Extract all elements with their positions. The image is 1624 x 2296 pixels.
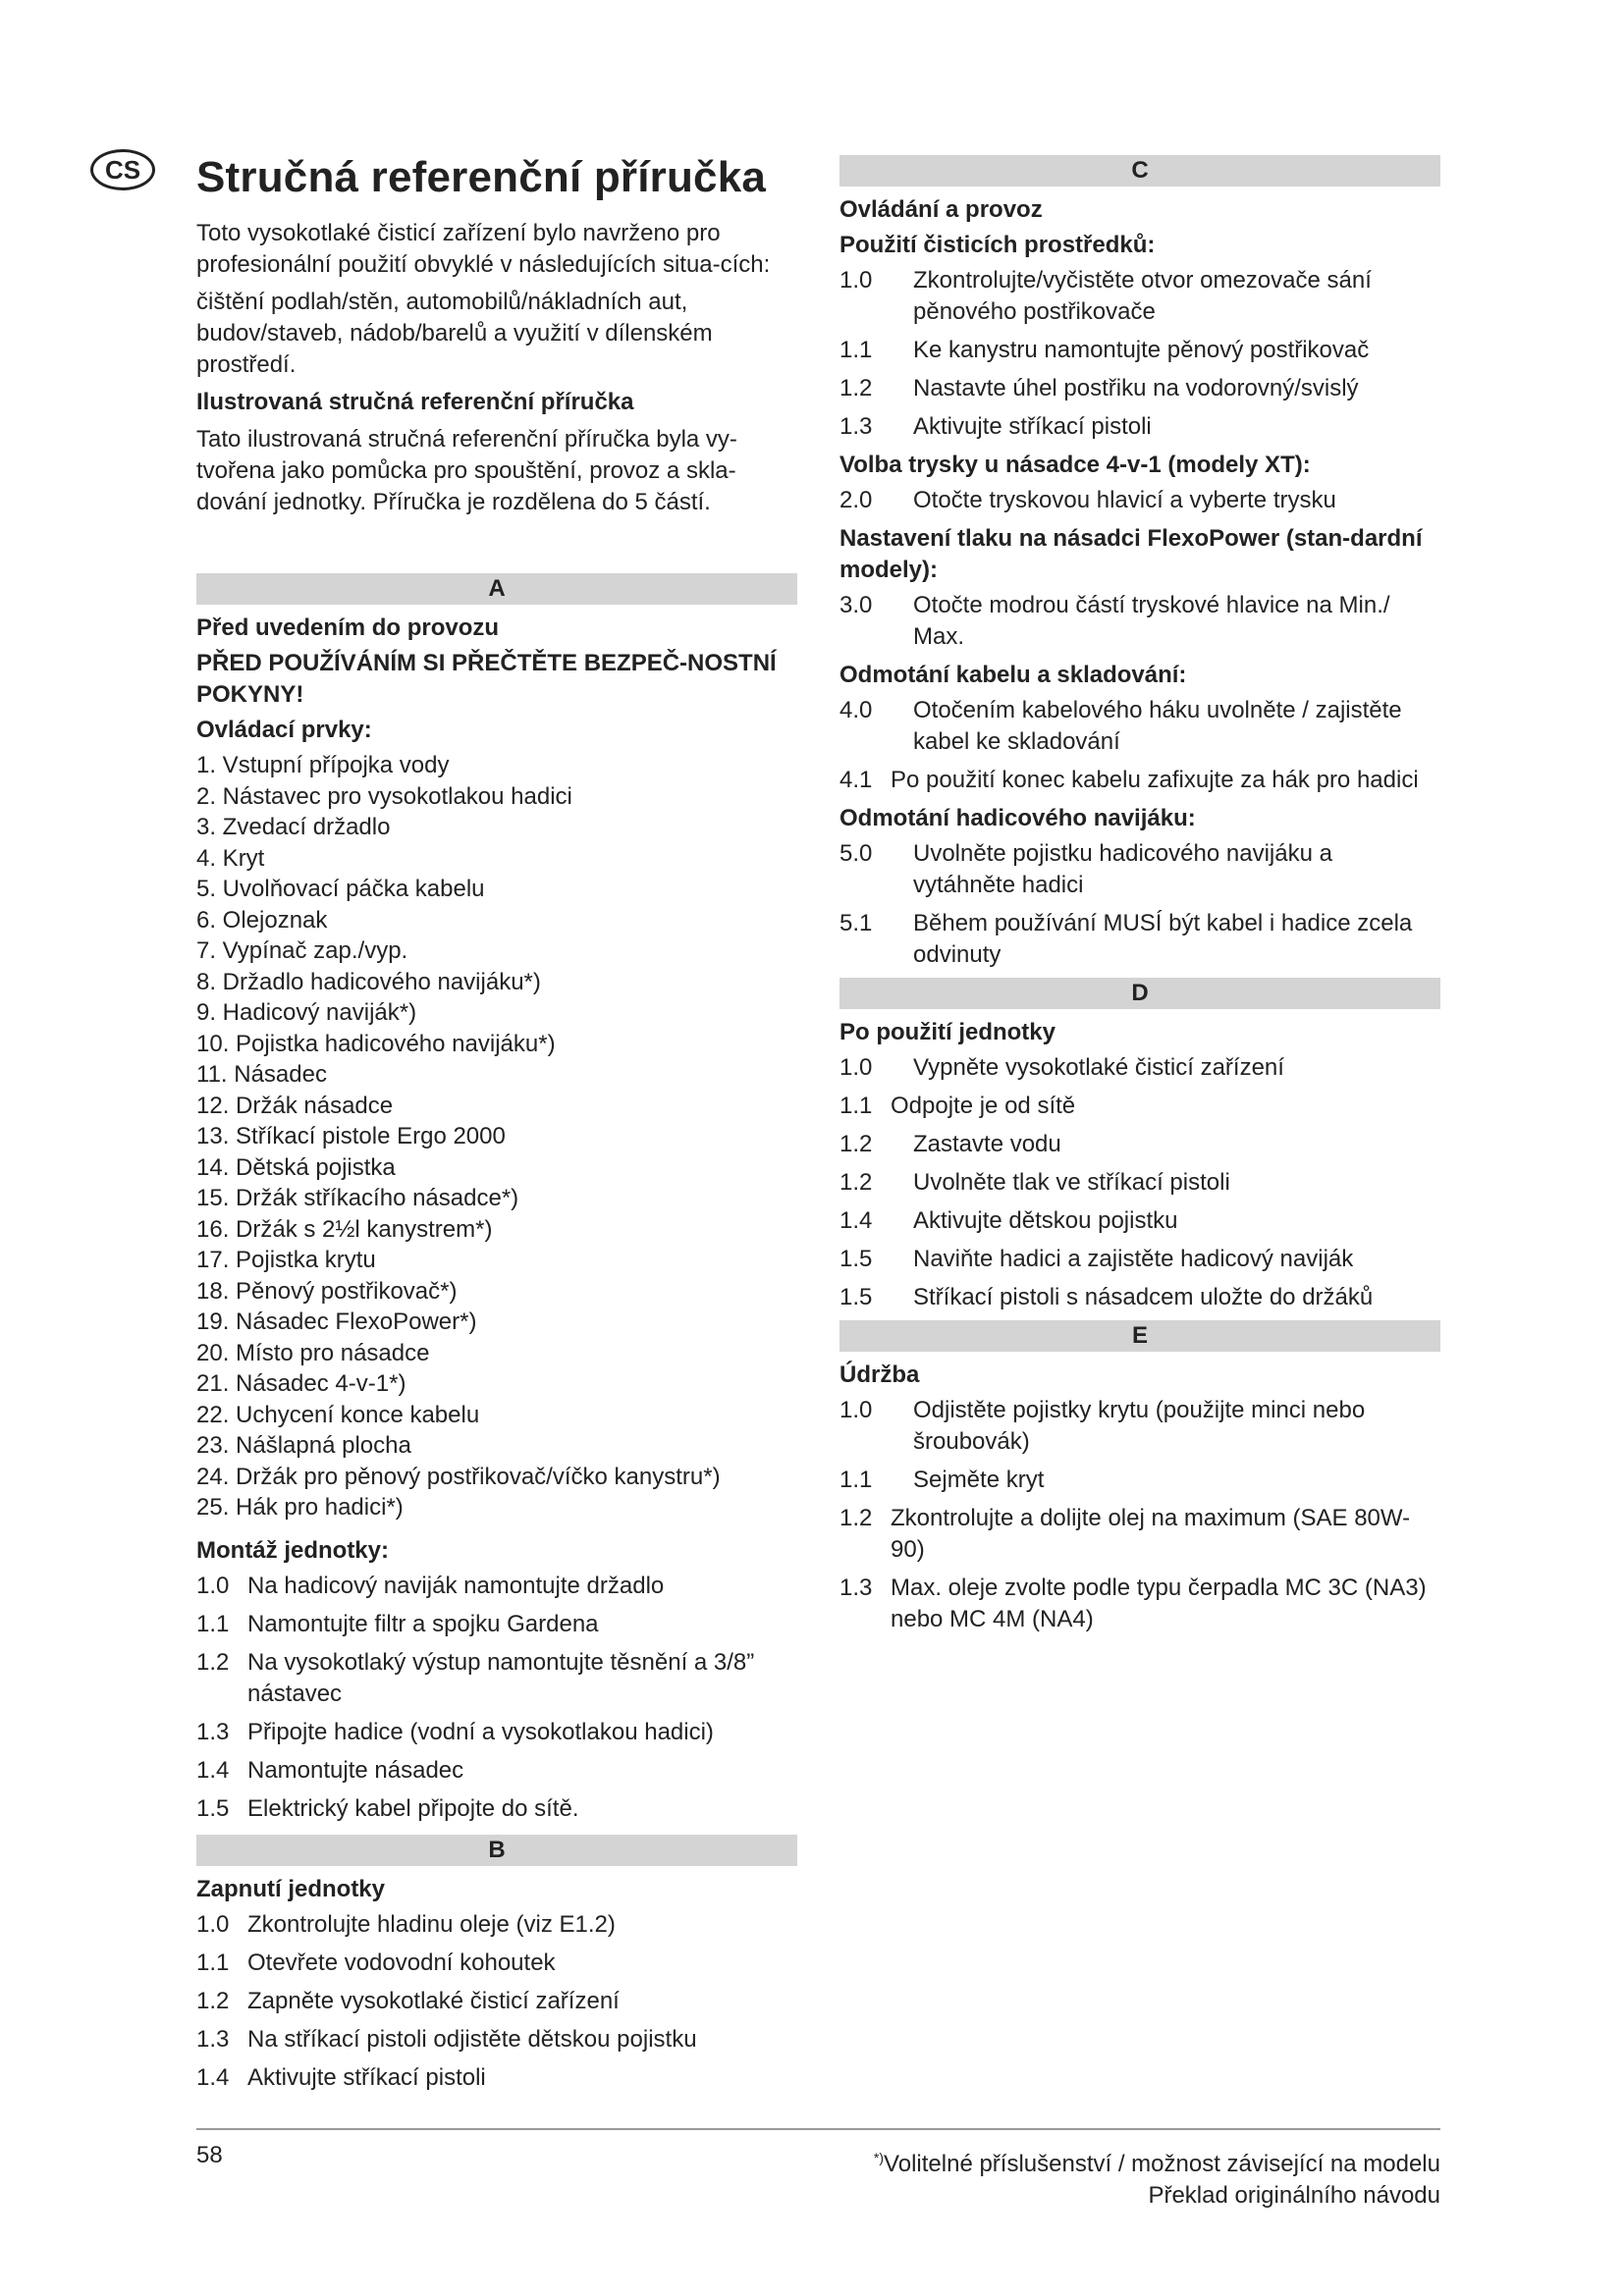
list-item: 23. Nášlapná plocha — [196, 1432, 411, 1459]
step-item — [839, 838, 1440, 901]
after-use-steps — [839, 1052, 1440, 1313]
assembly-steps — [196, 1571, 797, 1825]
list-item: 5. Uvolňovací páčka kabelu — [196, 876, 485, 902]
step-number: 1.1 — [839, 1093, 873, 1119]
step-text: Během používání MUSÍ být kabel i hadice zcela odvinuty — [913, 910, 1413, 968]
step-item — [196, 1948, 797, 1979]
translation-note: Překlad originálního návodu — [1148, 2182, 1440, 2209]
step-number: 1.5 — [839, 1246, 873, 1272]
step-text: Aktivujte dětskou pojistku — [913, 1207, 1178, 1234]
list-item: 15. Držák stříkacího násadce*) — [196, 1185, 519, 1211]
step-text: Na hadicový naviják namontujte držadlo — [247, 1572, 665, 1599]
step-number: 1.2 — [839, 375, 873, 401]
step-item — [839, 908, 1440, 971]
step-item — [839, 373, 1440, 404]
parts-list — [196, 750, 797, 1523]
step-item — [839, 485, 1440, 516]
step-number: 1.4 — [196, 1756, 230, 1784]
step-number: 1.3 — [839, 1575, 873, 1601]
step-text: Na vysokotlaký výstup namontujte těsnění a 3/8” nástavec — [247, 1648, 755, 1707]
step-text: Max. oleje zvolte podle typu čerpadla MC 3C (NA3) nebo MC 4M (NA4) — [891, 1575, 1427, 1632]
step-number: 1.3 — [196, 1718, 230, 1745]
step-text: Zastavte vodu — [913, 1131, 1061, 1157]
step-number: 1.3 — [839, 413, 873, 440]
step-text: Po použití konec kabelu zafixujte za hák pro hadici — [891, 767, 1419, 793]
detergent-heading: Použití čisticích prostředků: — [839, 232, 1156, 258]
step-item — [839, 1282, 1440, 1313]
section-c-band: C — [839, 155, 1440, 187]
step-number: 1.0 — [196, 1572, 230, 1599]
nozzle-steps — [839, 485, 1440, 516]
step-text: Otočte modrou částí tryskové hlavice na Min./ Max. — [913, 592, 1390, 650]
step-item — [839, 1167, 1440, 1199]
nozzle-heading: Volba trysky u násadce 4-v-1 (modely XT): — [839, 452, 1311, 478]
step-number: 1.0 — [839, 1054, 873, 1081]
step-number: 1.5 — [196, 1794, 230, 1822]
reel-heading: Odmotání hadicového navijáku: — [839, 805, 1196, 831]
step-number: 1.2 — [839, 1169, 873, 1196]
step-text: Připojte hadice (vodní a vysokotlakou hadici) — [247, 1718, 714, 1745]
section-b-band: B — [196, 1835, 797, 1866]
step-text: Vypněte vysokotlaké čisticí zařízení — [913, 1054, 1284, 1081]
startup-steps — [196, 1909, 797, 2094]
section-d-heading: Po použití jednotky — [839, 1019, 1056, 1045]
step-item — [196, 1571, 797, 1602]
step-item — [196, 1647, 797, 1710]
step-text: Zkontrolujte/vyčistěte otvor omezovače sání pěnového postřikovače — [913, 267, 1372, 325]
maintenance-steps — [839, 1395, 1440, 1635]
assembly-heading: Montáž jednotky: — [196, 1536, 389, 1564]
step-item — [196, 1986, 797, 2017]
step-item — [839, 1129, 1440, 1160]
step-number: 1.1 — [839, 337, 873, 363]
step-text: Sejměte kryt — [913, 1467, 1045, 1493]
step-item — [839, 695, 1440, 758]
step-item — [196, 1793, 797, 1825]
step-item — [839, 1395, 1440, 1458]
list-item: 4. Kryt — [196, 844, 265, 872]
step-number: 1.1 — [839, 1467, 873, 1493]
list-item: 6. Olejoznak — [196, 906, 328, 934]
step-number: 1.2 — [196, 1987, 230, 2014]
list-item: 24. Držák pro pěnový postřikovač/víčko kanystru*) — [196, 1463, 721, 1490]
cable-heading: Odmotání kabelu a skladování: — [839, 662, 1187, 688]
list-item: 2. Nástavec pro vysokotlakou hadici — [196, 782, 572, 810]
list-item: 7. Vypínač zap./vyp. — [196, 937, 408, 964]
language-badge: CS — [90, 149, 155, 190]
step-text: Ke kanystru namontujte pěnový postřikovač — [913, 337, 1370, 363]
step-item — [839, 765, 1440, 796]
step-item — [839, 1091, 1440, 1122]
list-item: 22. Uchycení konce kabelu — [196, 1401, 480, 1428]
step-item — [196, 2024, 797, 2056]
step-number: 4.0 — [839, 697, 873, 723]
footnote — [874, 2142, 1440, 2212]
step-number: 1.5 — [839, 1284, 873, 1310]
step-number: 1.2 — [196, 1648, 230, 1676]
footnote-optional: Volitelné příslušenství / možnost závisející na modelu — [884, 2151, 1440, 2177]
step-text: Zapněte vysokotlaké čisticí zařízení — [247, 1987, 620, 2014]
list-item: 3. Zvedací držadlo — [196, 814, 391, 840]
list-item: 10. Pojistka hadicového navijáku*) — [196, 1030, 556, 1057]
list-item: 18. Pěnový postřikovač*) — [196, 1277, 458, 1305]
step-item — [196, 1909, 797, 1941]
step-number: 5.1 — [839, 910, 873, 936]
section-a-band: A — [196, 573, 797, 605]
step-number: 1.0 — [196, 1910, 230, 1938]
section-c-heading: Ovládání a provoz — [839, 196, 1043, 223]
section-e-heading: Údržba — [839, 1362, 920, 1388]
step-text: Stříkací pistoli s násadcem uložte do držáků — [913, 1284, 1374, 1310]
list-item: 9. Hadicový naviják*) — [196, 999, 417, 1026]
step-text: Namontujte filtr a spojku Gardena — [247, 1610, 599, 1637]
section-a-heading: Před uvedením do provozu — [196, 614, 500, 641]
step-item — [196, 1755, 797, 1787]
step-text: Zkontrolujte a dolijte olej na maximum (SAE 80W-90) — [891, 1505, 1411, 1563]
pressure-steps — [839, 590, 1440, 653]
step-text: Odjistěte pojistky krytu (použijte minci nebo šroubovák) — [913, 1397, 1366, 1455]
reel-steps — [839, 838, 1440, 971]
list-item: 13. Stříkací pistole Ergo 2000 — [196, 1123, 506, 1149]
step-item — [196, 1609, 797, 1640]
step-text: Odpojte je od sítě — [891, 1093, 1076, 1119]
step-text: Na stříkací pistoli odjistěte dětskou pojistku — [247, 2025, 697, 2053]
cable-steps — [839, 695, 1440, 796]
illustrated-heading: Ilustrovaná stručná referenční příručka — [196, 389, 634, 415]
list-item: 1. Vstupní přípojka vody — [196, 752, 450, 778]
step-number: 1.2 — [839, 1505, 873, 1531]
step-text: Aktivujte stříkací pistoli — [247, 2063, 486, 2091]
page-number: 58 — [196, 2142, 223, 2168]
safety-warning: PŘED POUŽÍVÁNÍM SI PŘEČTĚTE BEZPEČ-NOSTNÍ POKYNY! — [196, 650, 777, 708]
section-b-heading: Zapnutí jednotky — [196, 1875, 385, 1902]
step-item — [839, 335, 1440, 366]
list-item: 21. Násadec 4-v-1*) — [196, 1370, 406, 1397]
step-number: 1.0 — [839, 267, 873, 294]
controls-heading: Ovládací prvky: — [196, 717, 372, 743]
step-text: Otevřete vodovodní kohoutek — [247, 1949, 556, 1976]
step-item — [839, 1244, 1440, 1275]
step-number: 1.1 — [196, 1949, 230, 1976]
step-item — [839, 1465, 1440, 1496]
step-text: Aktivujte stříkací pistoli — [913, 413, 1152, 440]
section-e-band: E — [839, 1320, 1440, 1352]
illustrated-paragraph: Tato ilustrovaná stručná referenční příručka byla vy-tvořena jako pomůcka pro spouštění, provoz a skla-dování jednotky. Příručka je rozdělena do 5 částí. — [196, 426, 737, 515]
pressure-heading: Nastavení tlaku na násadci FlexoPower (stan-dardní modely): — [839, 525, 1423, 583]
left-column — [196, 218, 797, 2101]
step-item — [839, 411, 1440, 443]
list-item: 11. Násadec — [196, 1061, 327, 1088]
list-item: 12. Držák násadce — [196, 1092, 394, 1119]
list-item: 25. Hák pro hadici*) — [196, 1494, 404, 1521]
step-text: Elektrický kabel připojte do sítě. — [247, 1794, 579, 1822]
step-item — [839, 1573, 1440, 1635]
step-number: 5.0 — [839, 840, 873, 867]
footer-divider — [196, 2128, 1440, 2130]
step-item — [839, 1052, 1440, 1084]
detergent-steps — [839, 265, 1440, 443]
step-text: Naviňte hadici a zajistěte hadicový naviják — [913, 1246, 1354, 1272]
step-number: 4.1 — [839, 767, 873, 793]
step-text: Otočte tryskovou hlavicí a vyberte trysku — [913, 487, 1336, 513]
footnote-line — [874, 2142, 1440, 2180]
section-d-band: D — [839, 978, 1440, 1009]
list-item: 14. Dětská pojistka — [196, 1153, 396, 1181]
list-item: 19. Násadec FlexoPower*) — [196, 1308, 477, 1335]
step-number: 3.0 — [839, 592, 873, 618]
step-item — [196, 1717, 797, 1748]
list-item: 16. Držák s 2½l kanystrem*) — [196, 1215, 493, 1243]
step-number: 1.3 — [196, 2025, 230, 2053]
list-item: 8. Držadlo hadicového navijáku*) — [196, 968, 541, 995]
step-number: 1.4 — [196, 2063, 230, 2091]
step-text: Uvolněte pojistku hadicového navijáku a vytáhněte hadici — [913, 840, 1332, 898]
step-number: 1.0 — [839, 1397, 873, 1423]
step-item — [196, 2062, 797, 2094]
step-text: Namontujte násadec — [247, 1756, 464, 1784]
list-item: 17. Pojistka krytu — [196, 1247, 376, 1273]
step-number: 1.1 — [196, 1610, 230, 1637]
step-number: 1.4 — [839, 1207, 873, 1234]
step-item — [839, 265, 1440, 328]
intro-paragraph: Toto vysokotlaké čisticí zařízení bylo navrženo pro profesionální použití obvyklé v následujících situa-cích: — [196, 220, 771, 278]
page-title: Stručná referenční příručka — [196, 153, 767, 201]
step-text: Zkontrolujte hladinu oleje (viz E1.2) — [247, 1910, 616, 1938]
step-text: Nastavte úhel postřiku na vodorovný/svislý — [913, 375, 1359, 401]
step-text: Uvolněte tlak ve stříkací pistoli — [913, 1169, 1230, 1196]
step-item — [839, 1503, 1440, 1566]
list-item: 20. Místo pro násadce — [196, 1339, 430, 1366]
intro-usage: čištění podlah/stěn, automobilů/nákladních aut, budov/staveb, nádob/barelů a využití v dílenském prostředí. — [196, 289, 713, 378]
footnote-marker: *) — [873, 2150, 885, 2165]
step-item — [839, 1205, 1440, 1237]
step-text: Otočením kabelového háku uvolněte / zajistěte kabel ke skladování — [913, 697, 1402, 755]
step-number: 1.2 — [839, 1131, 873, 1157]
step-item — [839, 590, 1440, 653]
step-number: 2.0 — [839, 487, 873, 513]
right-column — [839, 155, 1440, 1642]
